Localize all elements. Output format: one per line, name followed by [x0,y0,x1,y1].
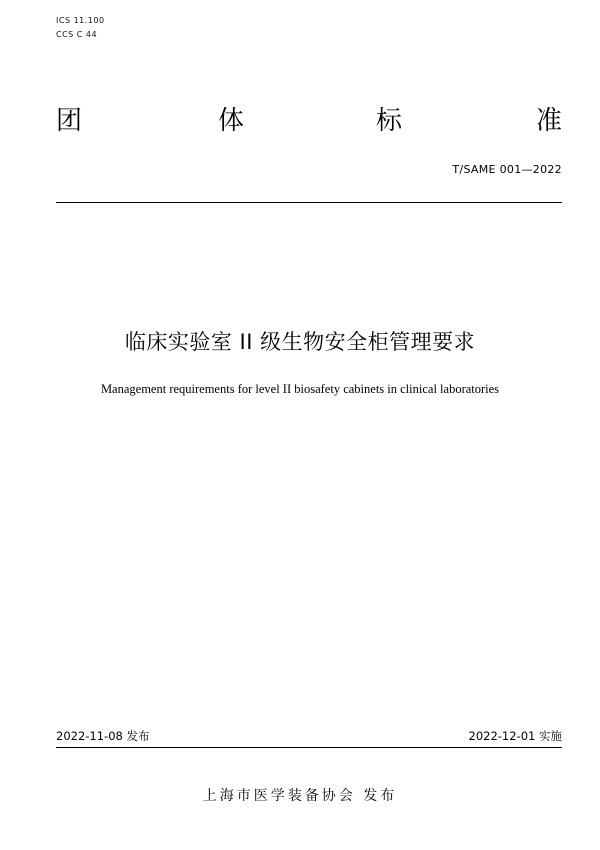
standard-type-char: 团 [56,106,83,136]
classification-codes [56,14,105,42]
ccs-code: CCS C 44 [56,30,98,39]
top-divider [56,202,562,203]
standard-type-heading [56,104,562,144]
implementation-date: 2022-12-01 实施 [468,729,562,743]
bottom-divider [56,747,562,748]
document-title-chinese: 临床实验室 II 级生物安全柜管理要求 [124,330,476,354]
standard-type-char: 体 [218,106,245,136]
document-title-english: Management requirements for level II biosafety cabinets in clinical laboratories [100,382,500,396]
ics-code: ICS 11.100 [56,16,105,25]
standard-type-char: 标 [376,106,403,136]
issue-date: 2022-11-08 发布 [56,729,150,743]
standard-number: T/SAME 001—2022 [452,163,562,176]
publisher: 上海市医学装备协会 发布 [202,788,398,804]
standard-type-char: 准 [536,106,563,136]
